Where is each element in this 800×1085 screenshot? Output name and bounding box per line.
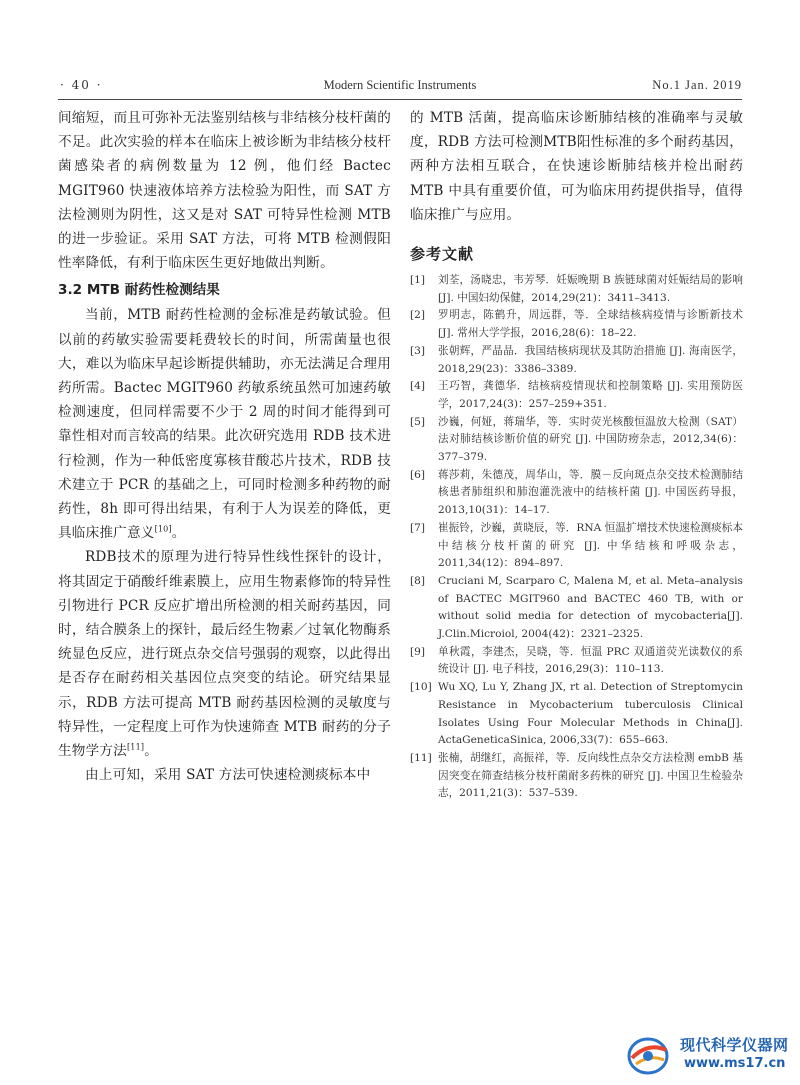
header-rule xyxy=(58,99,742,100)
reference-list xyxy=(410,272,743,803)
page-header xyxy=(58,74,742,98)
reference-item xyxy=(410,750,743,803)
watermark-url: www.ms17.cn xyxy=(684,1056,786,1071)
page-number: · 40 · xyxy=(60,78,103,92)
reference-number: [1] xyxy=(410,274,426,287)
reference-item xyxy=(410,378,743,413)
paragraph xyxy=(58,545,391,763)
issue-info: No.1 Jan. 2019 xyxy=(652,78,742,92)
reference-number: [3] xyxy=(410,344,426,357)
left-column xyxy=(58,106,391,787)
reference-item xyxy=(410,573,743,644)
reference-number: [6] xyxy=(410,468,426,481)
reference-text: 王巧智，龚德华．结核病疫情现状和控制策略 [J]. 实用预防医学，2017,24(3)：257–259+351. xyxy=(438,380,743,410)
right-column xyxy=(410,106,743,803)
reference-item xyxy=(410,467,743,520)
reference-number: [10] xyxy=(410,681,432,694)
reference-number: [8] xyxy=(410,574,426,587)
reference-text: 刘荃，汤晓忠，韦芳琴．妊娠晚期 B 族链球菌对妊娠结局的影响 [J]. 中国妇幼保健，2014,29(21)：3411–3413. xyxy=(438,274,743,304)
paragraph-text: RDB技术的原理为进行特异性线性探针的设计，将其固定于硝酸纤维素膜上，应用生物素修饰的特异性引物进行 PCR 反应扩增出所检测的相关耐药基因，同时，结合膜条上的探针，最后经生物素／过氧化物酶系统显色反应，进行斑点杂交信号强弱的观察，以此得出是否存在耐药相关基因位点突变的结论。研究结果显示，RDB 方法可提高 MTB 耐药基因检测的灵敏度与特异性，一定程度上可作为快速筛查 MTB 耐药的分子生物学方法 xyxy=(58,549,391,760)
reference-item xyxy=(410,679,743,750)
paragraph: 间缩短，而且可弥补无法鉴别结核与非结核分枝杆菌的不足。此次实验的样本在临床上被诊断为非结核分枝杆菌感染者的病例数量为 12 例，他们经 Bactec MGIT960 快速液体培养方法检验为阳性，而 SAT 方法检测则为阴性，这又是对 SAT 可特异性检测 MTB 的进一步验证。采用 SAT 方法，可将 MTB 检测假阳性率降低，有利于临床医生更好地做出判断。 xyxy=(58,110,391,272)
reference-text: 罗明志，陈鹤升，周远群，等．全球结核病疫情与诊断新技术 [J]. 常州大学学报，2016,28(6)：18–22. xyxy=(438,309,743,340)
reference-number: [4] xyxy=(410,380,426,393)
watermark xyxy=(626,1030,796,1080)
reference-item xyxy=(410,272,743,307)
globe-logo-icon xyxy=(626,1034,672,1076)
reference-text: 蒋莎莉，朱德茂，周华山，等．膜－反向斑点杂交技术检测肺结核患者肺组织和肺泡灌洗液中的结核杆菌 [J]. 中国医药导报，2013,10(31)：14–17. xyxy=(438,468,743,517)
reference-text: 崔振铃，沙巍，黄晓辰，等．RNA 恒温扩增技术快速检测痰标本中结核分枝杆菌的研究 [J]. 中华结核和呼吸杂志，2011,34(12)：894–897. xyxy=(438,521,743,570)
references-heading: 参考文献 xyxy=(410,245,475,264)
reference-item xyxy=(410,307,743,342)
journal-title: Modern Scientific Instruments xyxy=(323,78,477,92)
paragraph-end: 。 xyxy=(171,525,186,542)
watermark-title: 现代科学仪器网 xyxy=(680,1036,789,1054)
citation: [10] xyxy=(154,524,172,534)
reference-item xyxy=(410,343,743,378)
reference-number: [7] xyxy=(410,521,426,534)
reference-number: [2] xyxy=(410,309,426,322)
paragraph xyxy=(58,303,391,545)
reference-item xyxy=(410,520,743,573)
paragraph: 的 MTB 活菌，提高临床诊断肺结核的准确率与灵敏度，RDB 方法可检测MTB阳性标准的多个耐药基因，两种方法相互联合，在快速诊断肺结核并检出耐药MTB 中具有重要价值，可为临床用药提供指导，值得临床推广与应用。 xyxy=(410,110,743,223)
citation: [11] xyxy=(126,742,145,752)
paragraph: 由上可知，采用 SAT 方法可快速检测痰标本中 xyxy=(85,767,371,784)
reference-text: 单秋霞，李建杰，吴晓，等．恒温 PRC 双通道荧光读数仪的系统设计 [J]. 电子科技，2016,29(3)：110–113. xyxy=(438,645,743,676)
reference-item xyxy=(410,644,743,679)
reference-text: 张朝辉，严晶晶．我国结核病现状及其防治措施 [J]. 海南医学，2018,29(23)：3386–3389. xyxy=(438,344,743,375)
reference-number: [5] xyxy=(410,415,426,428)
section-heading: 3.2 MTB 耐药性检测结果 xyxy=(58,282,220,299)
reference-text: 张楠，胡继红，高振祥，等．反向线性点杂交方法检测 embB 基因突变在筛查结核分枝杆菌耐多药株的研究 [J]. 中国卫生检验杂志，2011,21(3)：537–539. xyxy=(438,752,743,800)
reference-item xyxy=(410,414,743,467)
reference-number: [9] xyxy=(410,645,426,658)
reference-number: [11] xyxy=(410,752,432,764)
paragraph-end: 。 xyxy=(144,743,158,760)
paragraph-text: 当前，MTB 耐药性检测的金标准是药敏试验。但以前的药敏实验需要耗费较长的时间，所需菌量也很大，难以为临床早起诊断提供辅助，亦无法满足合理用药所需。Bactec MGIT960 药敏系统虽然可加速药敏检测速度，但同样需要不少于 2 周的时间才能得到可靠性相对而言较高的结果。此次研究选用 RDB 技术进行检测，作为一种低密度寡核苷酸芯片技术，RDB 技术建立于 PCR 的基础之上，可同时检测多种药物的耐药性，8h 即可得出结果，有利于人为误差的降低，更具临床推广意义 xyxy=(58,307,391,542)
reference-text: Cruciani M, Scarparo C, Malena M, et al. Meta–analysis of BACTEC MGIT960 and BACTEC 460 TB, with or without solid media for detection of mycobacteria[J]. J.Clin.Microiol, 2004(42)：2321–2325. xyxy=(438,574,743,641)
reference-text: Wu XQ, Lu Y, Zhang JX, rt al. Detection of Streptomycin Resistance in Mycobacterium tuberculosis Clinical Isolates Using Four Molecular Methods in China[J]. ActaGeneticaSinica, 2006,33(7)：655–663. xyxy=(438,681,743,747)
reference-text: 沙巍，何娅，蒋瑞华，等．实时荧光核酸恒温放大检测（SAT）法对肺结核诊断价值的研究 [J]. 中国防痨杂志，2012,34(6)：377–379. xyxy=(438,415,743,464)
